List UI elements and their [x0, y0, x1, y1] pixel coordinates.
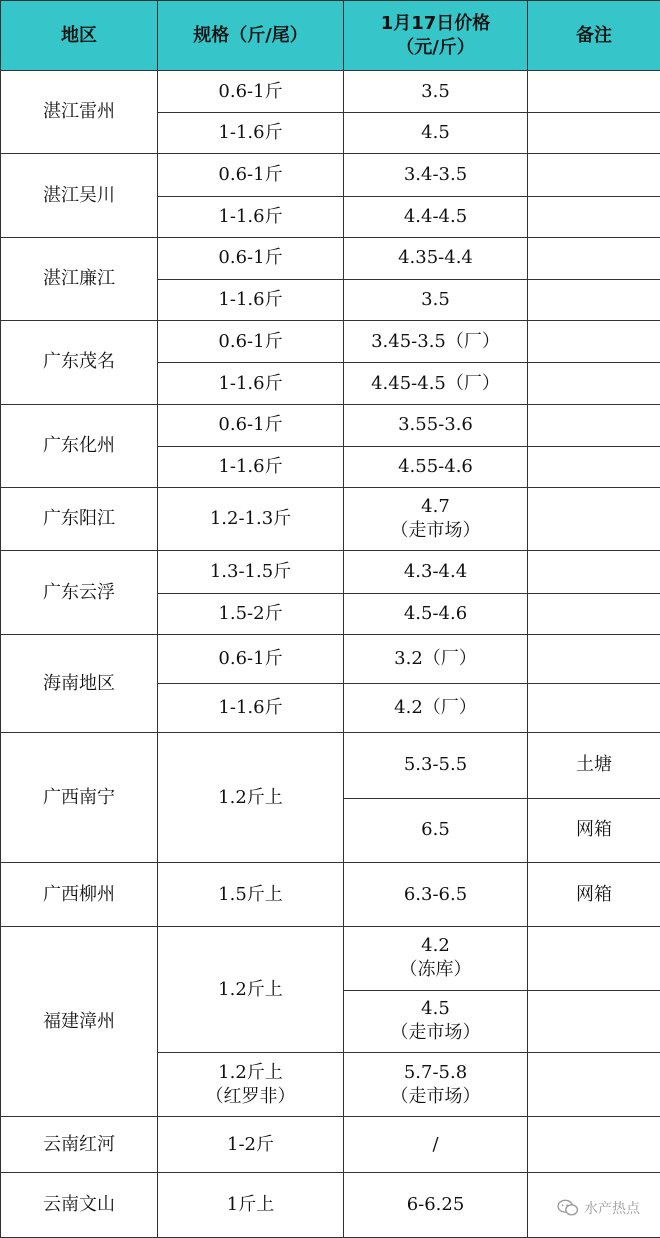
- header-remark: 备注: [528, 1, 660, 71]
- price-cell: [344, 321, 528, 363]
- spec-cell: [158, 321, 344, 363]
- wechat-official-account-icon: [557, 1199, 579, 1217]
- region-cell: 广西柳州: [1, 862, 158, 926]
- watermark-text: 水产热点: [584, 1201, 640, 1217]
- remark-cell: [528, 321, 660, 363]
- spec-cell-text: 0.6-1斤: [218, 414, 283, 436]
- spec-cell-text: 1-1.6斤: [218, 122, 283, 144]
- region-cell: 广东云浮: [1, 551, 158, 634]
- spec-cell: [158, 684, 344, 733]
- table-row: [1, 71, 660, 113]
- table-row: [1, 404, 660, 446]
- price-cell-text: （走市场）: [390, 520, 481, 542]
- spec-cell: [158, 237, 344, 279]
- price-cell: [344, 684, 528, 733]
- spec-cell-text: 0.6-1斤: [218, 247, 283, 269]
- table-row: [1, 634, 660, 683]
- region-cell: 云南文山: [1, 1173, 158, 1238]
- price-cell-text: 4.5-4.6: [403, 602, 468, 624]
- spec-cell: [158, 551, 344, 593]
- remark-cell: [528, 551, 660, 593]
- price-cell: [344, 113, 528, 154]
- spec-cell: [158, 1173, 344, 1238]
- price-cell-text: 6.3-6.5: [403, 883, 468, 905]
- price-cell-text: 4.7: [421, 496, 450, 518]
- spec-cell-text: 1-1.6斤: [218, 455, 283, 477]
- watermark: [557, 1198, 640, 1218]
- price-cell-text: 3.5: [421, 80, 450, 102]
- price-cell: [344, 634, 528, 683]
- price-cell-text: 4.55-4.6: [398, 455, 473, 477]
- spec-cell: [158, 862, 344, 926]
- price-cell: [344, 551, 528, 593]
- spec-cell: [158, 113, 344, 154]
- spec-cell-text: 1.5斤上: [218, 883, 283, 905]
- price-cell: [344, 280, 528, 321]
- price-cell: [344, 71, 528, 113]
- spec-cell: [158, 593, 344, 634]
- remark-cell: [528, 1052, 660, 1116]
- remark-cell: [528, 927, 660, 990]
- spec-cell: [158, 404, 344, 446]
- price-cell-text: 5.3-5.5: [403, 754, 468, 776]
- price-cell-text: 4.5: [421, 998, 450, 1020]
- price-cell-text: 3.4-3.5: [403, 164, 468, 185]
- remark-cell: [528, 684, 660, 733]
- spec-cell-text: 1.2斤上: [218, 1061, 283, 1083]
- header-price-unit: （元/斤）: [396, 36, 475, 58]
- table-row: [1, 927, 660, 990]
- price-cell: [344, 237, 528, 279]
- spec-cell-text: 1-1.6斤: [218, 289, 283, 311]
- remark-cell: [528, 488, 660, 551]
- spec-cell-text: 1.2-1.3斤: [209, 508, 292, 530]
- table-row: [1, 1117, 660, 1173]
- price-cell-text: 3.55-3.6: [398, 414, 473, 436]
- spec-cell: [158, 71, 344, 113]
- spec-cell-text: 1-1.6斤: [218, 697, 283, 719]
- remark-cell: [528, 404, 660, 446]
- region-cell: 广西南宁: [1, 733, 158, 863]
- header-region: 地区: [1, 1, 158, 71]
- price-cell-text: 4.4-4.5: [403, 205, 468, 227]
- price-cell: [344, 488, 528, 551]
- spec-cell-text: 1-1.6斤: [218, 205, 283, 227]
- price-cell-text: 6.5: [421, 819, 450, 841]
- region-cell: 福建漳州: [1, 927, 158, 1117]
- spec-cell-text: 0.6-1斤: [218, 164, 283, 185]
- region-cell: 湛江吴川: [1, 154, 158, 237]
- remark-cell: [528, 113, 660, 154]
- remark-cell: [528, 154, 660, 196]
- region-cell: 湛江雷州: [1, 71, 158, 154]
- price-cell-text: 6-6.25: [406, 1194, 465, 1216]
- price-cell-text: 4.5: [421, 122, 450, 144]
- price-cell: [344, 1117, 528, 1173]
- table-row: [1, 237, 660, 279]
- spec-cell: [158, 927, 344, 1053]
- table-row: [1, 551, 660, 593]
- table-row: [1, 154, 660, 196]
- table-row: [1, 862, 660, 926]
- spec-cell: [158, 154, 344, 196]
- price-cell: [344, 154, 528, 196]
- spec-cell-text: （红罗非）: [205, 1085, 296, 1107]
- table-body: [1, 71, 660, 1238]
- remark-cell: [528, 634, 660, 683]
- spec-cell: [158, 363, 344, 404]
- region-cell: 广东茂名: [1, 321, 158, 404]
- remark-cell: 网箱: [528, 862, 660, 926]
- price-cell-text: （走市场）: [390, 1022, 481, 1044]
- price-cell: [344, 798, 528, 862]
- spec-cell-text: 0.6-1斤: [218, 647, 283, 669]
- table-row: [1, 488, 660, 551]
- price-cell-text: 4.2: [421, 935, 450, 957]
- price-cell: [344, 1052, 528, 1116]
- remark-cell: [528, 446, 660, 487]
- spec-cell: [158, 280, 344, 321]
- region-cell: 湛江廉江: [1, 237, 158, 320]
- price-cell: [344, 927, 528, 990]
- price-cell-text: 4.3-4.4: [403, 560, 468, 582]
- spec-cell-text: 1-1.6斤: [218, 372, 283, 394]
- remark-cell: 网箱: [528, 798, 660, 862]
- price-cell-text: 3.5: [421, 289, 450, 311]
- price-cell-text: （走市场）: [390, 1085, 481, 1107]
- remark-cell: [528, 237, 660, 279]
- spec-cell: [158, 1117, 344, 1173]
- price-cell-text: 4.45-4.5（厂）: [371, 372, 500, 394]
- spec-cell: [158, 196, 344, 237]
- price-cell: [344, 446, 528, 487]
- spec-cell: [158, 446, 344, 487]
- remark-cell: [528, 593, 660, 634]
- remark-cell: [528, 1117, 660, 1173]
- spec-cell: [158, 634, 344, 683]
- spec-cell-text: 1.2斤上: [218, 978, 283, 1000]
- table-row: [1, 321, 660, 363]
- spec-cell: [158, 733, 344, 863]
- price-cell-text: 3.45-3.5（厂）: [371, 330, 500, 352]
- remark-cell: [528, 71, 660, 113]
- region-cell: 广东阳江: [1, 488, 158, 551]
- spec-cell-text: 1.5-2斤: [218, 602, 283, 624]
- header-price-date: 1月17日价格: [380, 12, 491, 34]
- spec-cell-text: 1.3-1.5斤: [209, 560, 292, 582]
- header-row: [1, 1, 660, 71]
- price-cell-text: 4.35-4.4: [398, 247, 473, 269]
- price-cell: [344, 196, 528, 237]
- price-cell: [344, 733, 528, 798]
- price-cell: [344, 862, 528, 926]
- header-spec: 规格（斤/尾）: [158, 1, 344, 71]
- price-cell: [344, 990, 528, 1052]
- region-cell: 云南红河: [1, 1117, 158, 1173]
- region-cell: 海南地区: [1, 634, 158, 733]
- price-cell-text: 3.2（厂）: [394, 647, 477, 669]
- spec-cell-text: 1斤上: [226, 1194, 275, 1216]
- price-cell-text: 5.7-5.8: [403, 1061, 468, 1083]
- header-price: [344, 1, 528, 71]
- spec-cell: [158, 488, 344, 551]
- spec-cell-text: 0.6-1斤: [218, 330, 283, 352]
- price-cell-text: /: [432, 1133, 439, 1155]
- spec-cell-text: 1.2斤上: [218, 786, 283, 808]
- remark-cell: [528, 196, 660, 237]
- price-cell: [344, 404, 528, 446]
- price-cell-text: （冻库）: [399, 959, 472, 981]
- remark-cell: 土塘: [528, 733, 660, 798]
- price-cell: [344, 593, 528, 634]
- remark-cell: [528, 280, 660, 321]
- table-row: [1, 733, 660, 798]
- spec-cell-text: 1-2斤: [227, 1133, 274, 1155]
- spec-cell-text: 0.6-1斤: [218, 80, 283, 102]
- region-cell: 广东化州: [1, 404, 158, 487]
- spec-cell: [158, 1052, 344, 1116]
- price-cell: [344, 1173, 528, 1238]
- remark-cell: [528, 990, 660, 1052]
- price-cell-text: 4.2（厂）: [394, 697, 477, 719]
- price-cell: [344, 363, 528, 404]
- remark-cell: [528, 363, 660, 404]
